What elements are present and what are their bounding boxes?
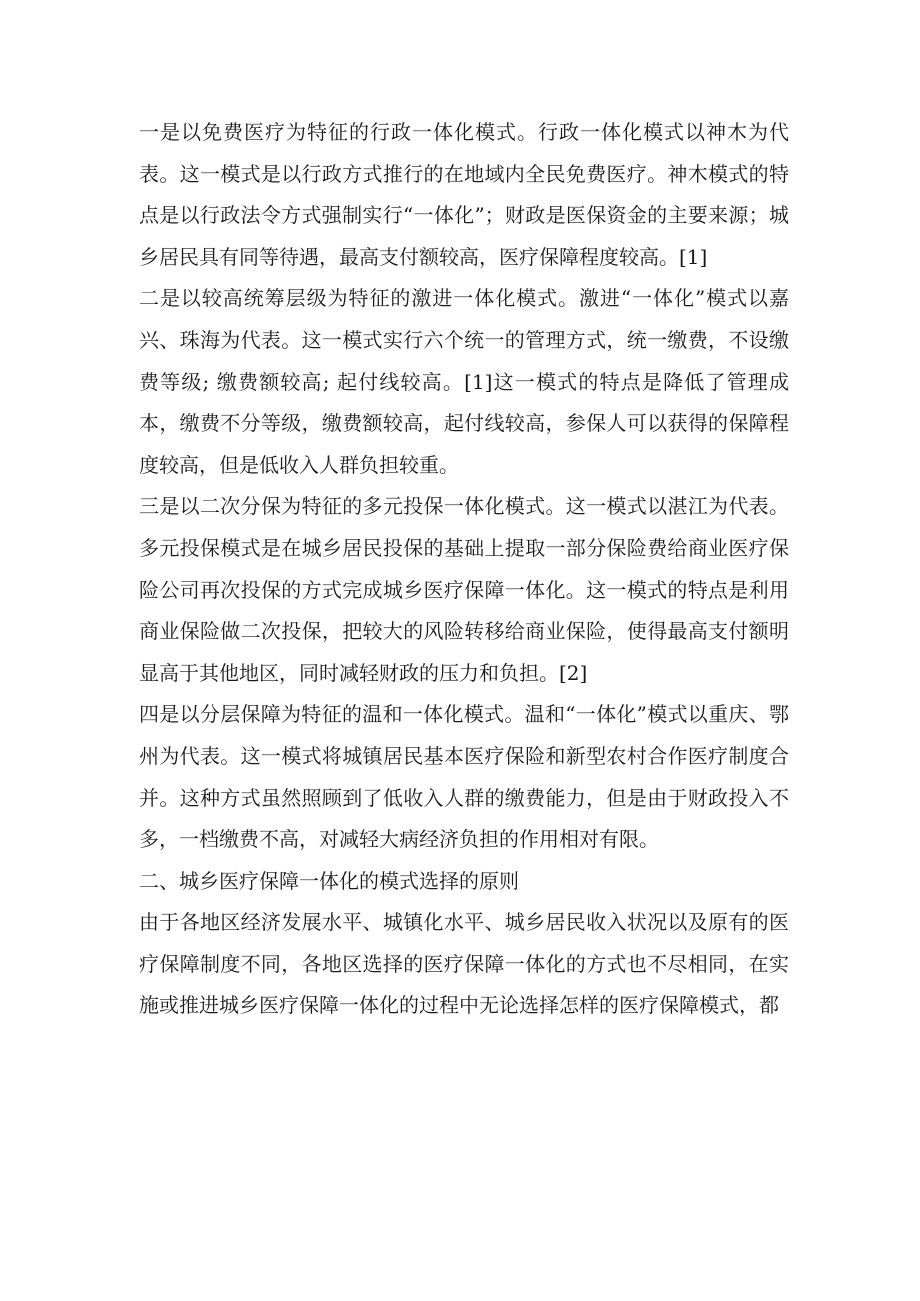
paragraph-model-one: 一是以免费医疗为特征的行政一体化模式。行政一体化模式以神木为代表。这一模式是以行政方式推行的在地域内全民免费医疗。神木模式的特点是以行政法令方式强制实行“一体化”；财政是医保资金的主要来源；城乡居民具有同等待遇，最高支付额较高，医疗保障程度较高。[1] (139, 120, 789, 269)
paragraph-model-two: 二是以较高统筹层级为特征的激进一体化模式。激进“一体化”模式以嘉兴、珠海为代表。这一模式实行六个统一的管理方式，统一缴费，不设缴费等级; 缴费额较高; 起付线较高。[1]这一模式的特点是降低了管理成本，缴费不分等级，缴费额较高，起付线较高，参保人可以获得的保障程度较高，但是低收入人群负担较重。 (139, 286, 789, 477)
section-heading: 二、城乡医疗保障一体化的模式选择的原则 (139, 868, 519, 893)
document-body (139, 112, 789, 1027)
paragraph-model-three: 三是以二次分保为特征的多元投保一体化模式。这一模式以湛江为代表。多元投保模式是在城乡居民投保的基础上提取一部分保险费给商业医疗保险公司再次投保的方式完成城乡医疗保障一体化。这一模式的特点是利用商业保险做二次投保，把较大的风险转移给商业保险，使得最高支付额明显高于其他地区，同时减轻财政的压力和负担。[2] (139, 494, 789, 685)
paragraph-principles: 由于各地区经济发展水平、城镇化水平、城乡居民收入状况以及原有的医疗保障制度不同，各地区选择的医疗保障一体化的方式也不尽相同，在实施或推进城乡医疗保障一体化的过程中无论选择怎样的医疗保障模式，都 (139, 910, 789, 1018)
paragraph-model-four: 四是以分层保障为特征的温和一体化模式。温和“一体化”模式以重庆、鄂州为代表。这一模式将城镇居民基本医疗保险和新型农村合作医疗制度合并。这种方式虽然照顾到了低收入人群的缴费能力，但是由于财政投入不多，一档缴费不高，对减轻大病经济负担的作用相对有限。 (139, 702, 789, 852)
